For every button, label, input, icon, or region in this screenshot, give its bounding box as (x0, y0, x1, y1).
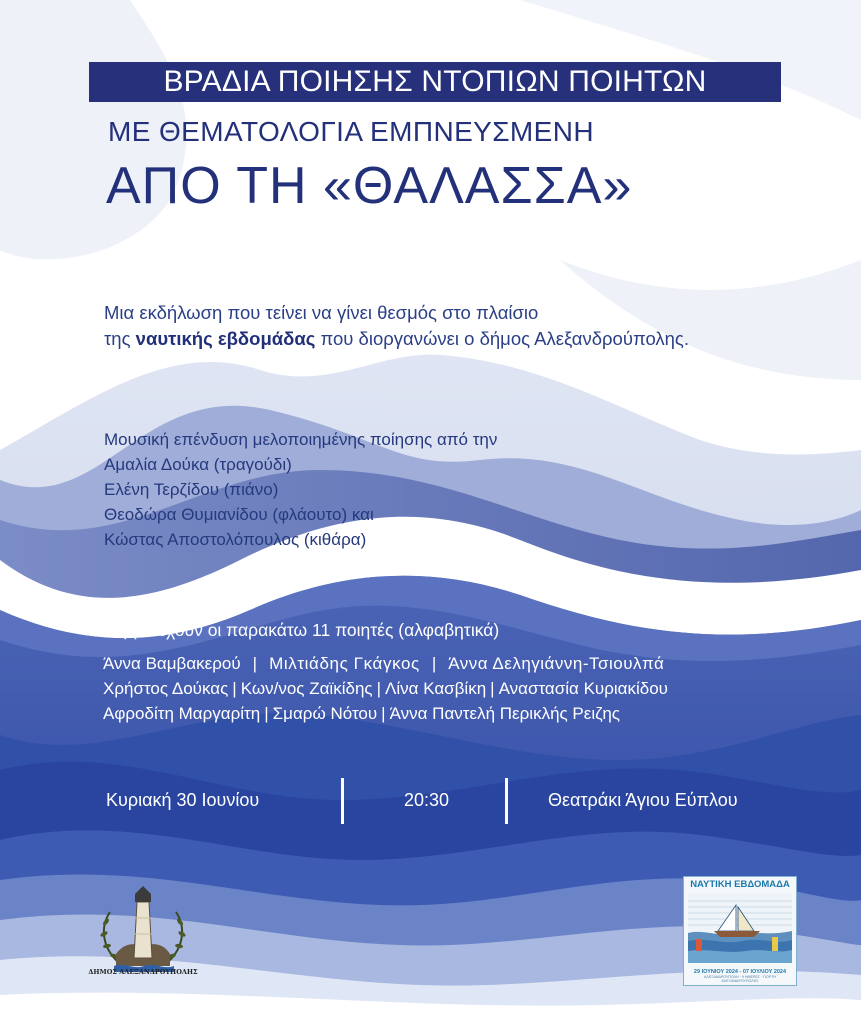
event-main-title: ΑΠΟ ΤΗ «ΘΑΛΑΣΣΑ» (106, 157, 633, 215)
separator: | (376, 679, 382, 698)
event-venue: Θεατράκι Άγιου Εύπλου (548, 790, 738, 810)
event-banner-title: ΒΡΑΔΙΑ ΠΟΙΗΣΗΣ ΝΤΟΠΙΩΝ ΠΟΙΗΤΩΝ (89, 62, 781, 102)
intro-line-1: Μια εκδήλωση που τείνει να γίνει θεσμός στο πλαίσιο (104, 302, 539, 323)
municipality-lighthouse-logo (88, 882, 198, 982)
intro-line-2-post: που διοργανώνει ο δήμος Αλεξανδρούπολης. (315, 328, 689, 349)
poets-row-1 (103, 651, 668, 676)
performer-item: Κώστας Αποστολόπουλος (κιθάρα) (104, 530, 367, 549)
intro-line-2 (104, 326, 689, 352)
separator: | (381, 704, 386, 723)
intro-highlight: ναυτικής εβδομάδας (135, 328, 316, 349)
event-date: Κυριακή 30 Ιουνίου (106, 790, 260, 810)
poet-name: Αναστασία Κυριακίδου (498, 679, 668, 698)
performer-item: Αμαλία Δούκα (τραγούδι) (104, 455, 292, 474)
divider (505, 778, 508, 824)
naval-week-subtitle: ΑΛΕΞΑΝΔΡΟΥΠΟΛΗ · 9 ΗΜΕΡΕΣ · ΓΙΟΡΤΗ ΑΛΕΞΑΝΔΡΟΥΠΟΛΗΣ (703, 975, 777, 983)
music-section (104, 427, 497, 552)
music-heading: Μουσική επένδυση μελοποιημένης ποίησης από την (104, 430, 498, 449)
separator: | (431, 654, 437, 673)
performer-item: Ελένη Τερζίδου (πιάνο) (104, 480, 279, 499)
naval-week-logo (683, 876, 797, 986)
poet-name: Άννα Παντελή Περικλής Ρειζης (389, 704, 620, 723)
poets-row-3 (103, 701, 668, 726)
poet-name: Μιλτιάδης Γκάγκος (269, 654, 420, 673)
poet-name: Λίνα Κασβίκη (385, 679, 487, 698)
divider (341, 778, 344, 824)
poet-name: Άννα Δεληγιάννη-Τσιουλπά (448, 654, 665, 673)
event-subtitle: ΜΕ ΘΕΜΑΤΟΛΟΓΙΑ ΕΜΠΝΕΥΣΜΕΝΗ (108, 116, 594, 147)
poet-name: Χρήστος Δούκας (103, 679, 229, 698)
poet-name: Σμαρώ Νότου (272, 704, 378, 723)
separator: | (490, 679, 495, 698)
poets-list (103, 651, 668, 726)
naval-week-illustration (688, 893, 792, 963)
naval-week-title: ΝΑΥΤΙΚΗ ΕΒΔΟΜΑΔΑ (690, 879, 790, 890)
poet-name: Άννα Βαμβακερού (103, 654, 241, 673)
poet-name: Κων/νος Ζαϊκίδης (240, 679, 373, 698)
poet-name: Αφροδίτη Μαργαρίτη (103, 704, 261, 723)
intro-text (104, 300, 689, 352)
event-time: 20:30 (404, 790, 450, 810)
performer-item: Θεοδώρα Θυμιανίδου (φλάουτο) και (104, 505, 374, 524)
separator: | (252, 654, 258, 673)
naval-week-dates: 29 ΙΟΥΝΙΟΥ 2024 - 07 ΙΟΥΛΙΟΥ 2024 (693, 969, 787, 975)
municipality-name: ΔΗΜΟΣ ΑΛΕΞΑΝΔΡΟΥΠΟΛΗΣ (88, 968, 198, 976)
separator: | (264, 704, 269, 723)
intro-line-2-pre: της (104, 328, 136, 349)
poets-row-2 (103, 676, 668, 701)
poets-heading: Συμμετέχουν οι παρακάτω 11 ποιητές (αλφαβητικά) (103, 620, 500, 640)
separator: | (232, 679, 237, 698)
